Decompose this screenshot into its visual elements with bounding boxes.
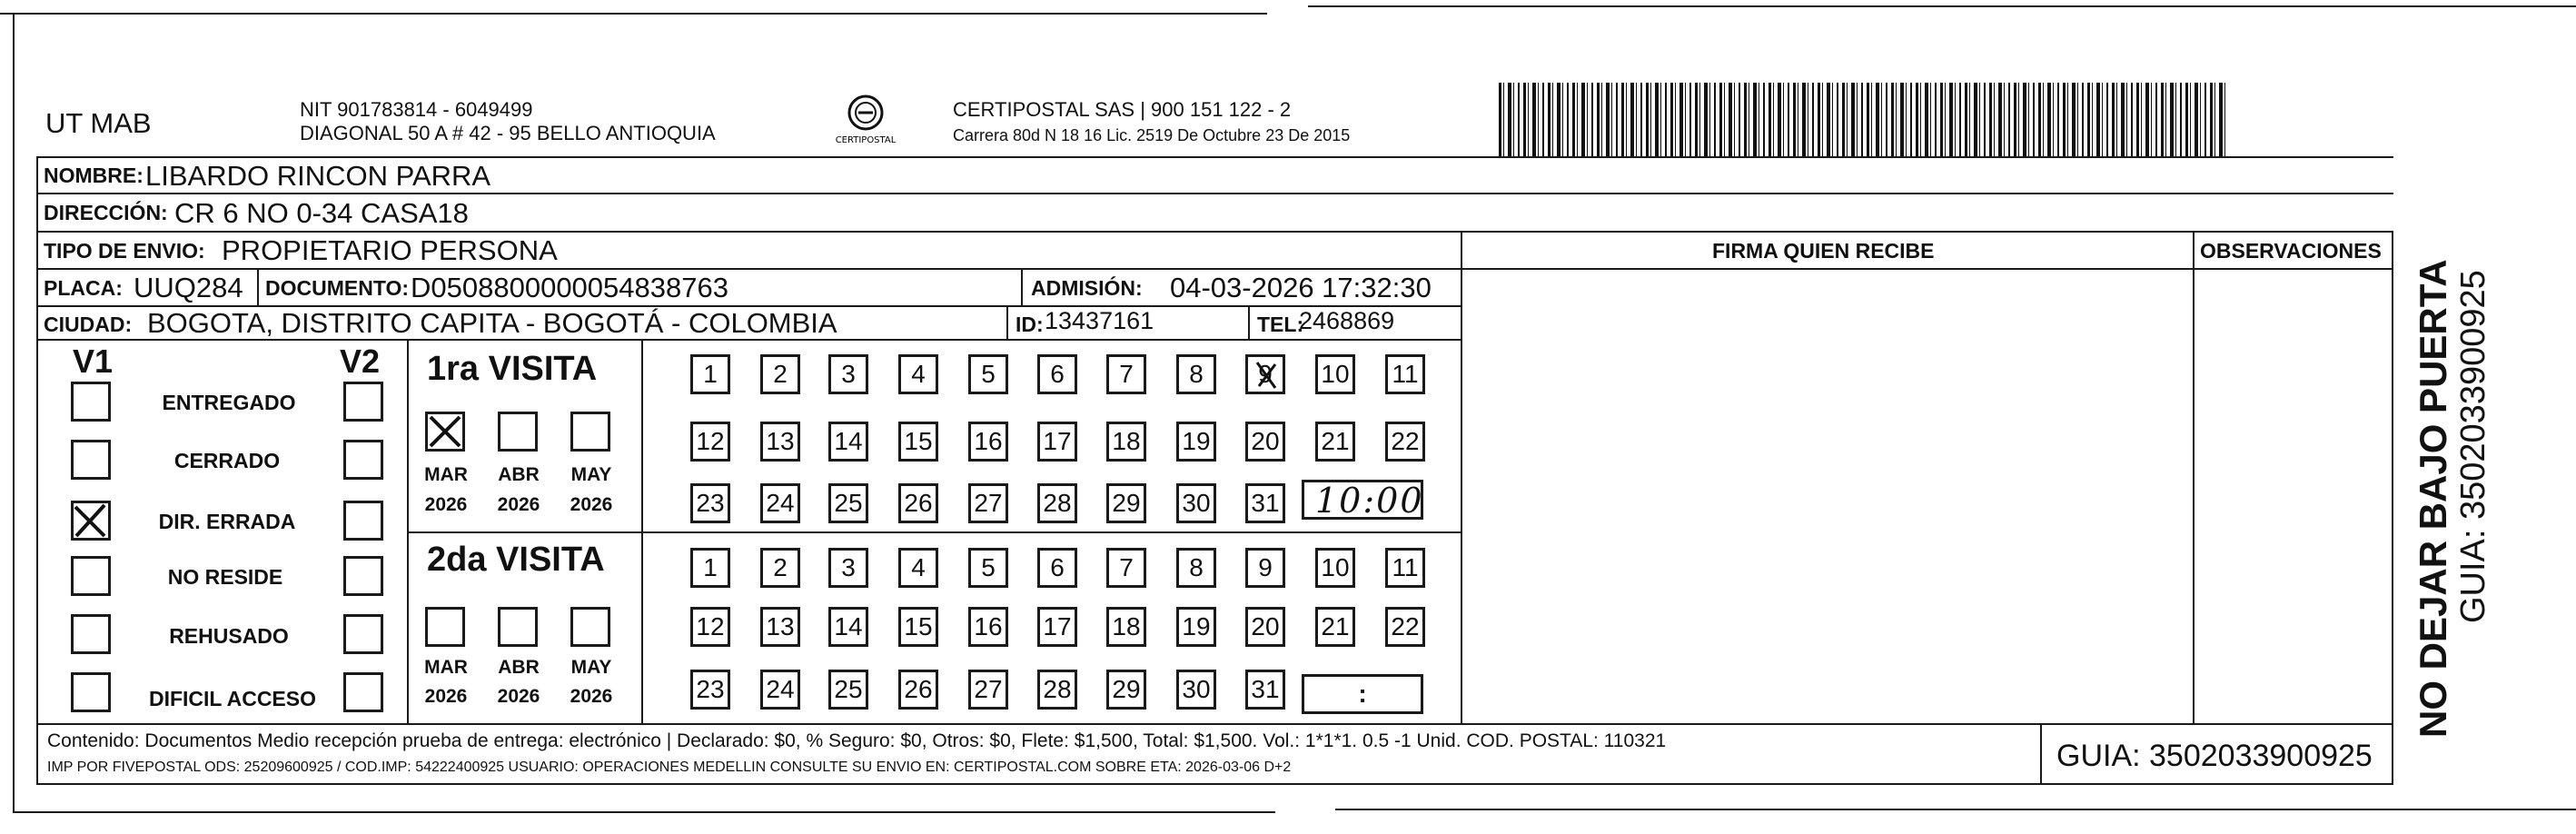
- second-visit-day-label: 18: [1112, 612, 1141, 640]
- observaciones-header: OBSERVACIONES: [2200, 239, 2382, 263]
- tel-label: TEL:: [1257, 313, 1304, 336]
- first-visit-day-label: 25: [834, 489, 863, 517]
- second-visit-day-label: 26: [904, 675, 933, 703]
- first-visit-day-13[interactable]: [760, 422, 800, 462]
- second-visit-day-label: 16: [974, 612, 1003, 640]
- second-year-label: 2026: [570, 686, 613, 707]
- second-visit-time-box[interactable]: [1302, 674, 1423, 714]
- main-bottom: [36, 783, 2393, 785]
- second-visit-day-label: 5: [981, 553, 996, 581]
- second-visit-day-label: 14: [834, 612, 863, 640]
- no-dejar-bajo-puerta: NO DEJAR BAJO PUERTA: [2412, 259, 2454, 738]
- ciudad-value: BOGOTA, DISTRITO CAPITA - BOGOTÁ - COLOMBIA: [147, 307, 837, 339]
- option-rehusado: REHUSADO: [169, 624, 289, 648]
- first-visit-time-box[interactable]: [1302, 480, 1423, 520]
- first-month-label: MAY: [570, 464, 612, 485]
- first-visit-day-label: 17: [1043, 427, 1072, 455]
- first-visit-day-label: 4: [911, 360, 926, 388]
- second-visit-day-19[interactable]: [1176, 607, 1216, 647]
- id-label: ID:: [1016, 313, 1044, 336]
- first-visit-month-may[interactable]: [570, 412, 610, 452]
- cell-divider: [1021, 269, 1023, 305]
- second-visit-day-6[interactable]: [1037, 548, 1077, 588]
- placa-label: PLACA:: [44, 276, 123, 300]
- documento-value: D0508800000054838763: [411, 272, 728, 303]
- option-dir-errada: DIR. ERRADA: [158, 510, 296, 533]
- top-border-left: [0, 13, 1267, 15]
- ciudad-label: CIUDAD:: [44, 313, 133, 336]
- first-visit-day-11[interactable]: [1385, 354, 1425, 394]
- first-visit-day-label: 21: [1321, 427, 1350, 455]
- second-visit-day-label: 23: [696, 675, 725, 703]
- second-visit-day-10[interactable]: [1315, 548, 1355, 588]
- tipo-envio-label: TIPO DE ENVIO:: [44, 239, 205, 263]
- nombre-value: LIBARDO RINCON PARRA: [145, 160, 491, 192]
- second-visit-day-4[interactable]: [898, 548, 938, 588]
- cell-divider: [1006, 306, 1008, 340]
- first-visit-day-label: 23: [696, 489, 725, 517]
- certipostal-logo: [834, 91, 897, 147]
- option-cerrado: CERRADO: [173, 449, 281, 472]
- first-visit-day-27[interactable]: [968, 483, 1008, 523]
- first-visit-day-label: 14: [834, 427, 863, 455]
- first-visit-month-mar[interactable]: [425, 412, 465, 452]
- second-visit-day-label: 6: [1050, 553, 1065, 581]
- second-visit-day-label: 7: [1119, 553, 1134, 581]
- first-visit-day-25[interactable]: [828, 483, 868, 523]
- first-visit-day-label: 9: [1258, 360, 1273, 388]
- second-visit-day-label: 25: [834, 675, 863, 703]
- first-visit-time: 10:00: [1315, 481, 1424, 521]
- tel-value: 2468869: [1299, 307, 1395, 334]
- first-visit-day-2[interactable]: [760, 354, 800, 394]
- second-visit-day-25[interactable]: [828, 670, 868, 710]
- first-visit-day-28[interactable]: [1037, 483, 1077, 523]
- cell-divider: [1248, 306, 1250, 340]
- admision-label: ADMISIÓN:: [1031, 276, 1143, 300]
- v2-check-dir-errada[interactable]: [343, 501, 383, 541]
- second-visit-day-28[interactable]: [1037, 670, 1077, 710]
- visit-separator: [407, 531, 1462, 533]
- v2-check-rehusado[interactable]: [343, 614, 383, 654]
- first-year-label: 2026: [424, 494, 468, 515]
- second-visit-day-21[interactable]: [1315, 607, 1355, 647]
- first-visit-day-label: 5: [981, 360, 996, 388]
- first-visit-day-label: 31: [1251, 489, 1280, 517]
- first-visit-day-14[interactable]: [828, 422, 868, 462]
- second-visit-day-14[interactable]: [828, 607, 868, 647]
- sender-address: DIAGONAL 50 A # 42 - 95 BELLO ANTIOQUIA: [300, 122, 716, 144]
- checked-x-icon: [428, 414, 462, 449]
- second-visit-day-12[interactable]: [690, 607, 730, 647]
- second-visit-day-15[interactable]: [898, 607, 938, 647]
- option-dificil-acceso: DIFICIL ACCESO: [148, 687, 317, 710]
- first-visit-day-label: 13: [766, 427, 795, 455]
- second-visit-day-label: 11: [1392, 553, 1419, 581]
- left-border: [13, 13, 15, 812]
- tipo-envio-value: PROPIETARIO PERSONA: [222, 234, 558, 266]
- option-no-reside: NO RESIDE: [167, 565, 283, 589]
- first-visit-day-3[interactable]: [828, 354, 868, 394]
- second-visit-day-23[interactable]: [690, 670, 730, 710]
- cell-divider: [257, 269, 259, 305]
- second-visit-time: :: [1358, 680, 1367, 708]
- first-visit-day-22[interactable]: [1385, 422, 1425, 462]
- first-visit-day-label: 19: [1182, 427, 1211, 455]
- documento-label: DOCUMENTO:: [265, 276, 410, 300]
- first-year-label: 2026: [570, 494, 613, 515]
- v2-check-dificil-acceso[interactable]: [343, 672, 383, 712]
- first-visit-day-21[interactable]: [1315, 422, 1355, 462]
- second-visit-day-label: 27: [974, 675, 1003, 703]
- second-visit-day-label: 19: [1182, 612, 1211, 640]
- second-visit-day-20[interactable]: [1245, 607, 1285, 647]
- firma-header: FIRMA QUIEN RECIBE: [1712, 239, 1935, 263]
- second-visit-day-label: 9: [1258, 553, 1273, 581]
- first-visit-day-26[interactable]: [898, 483, 938, 523]
- print-info-line: IMP POR FIVEPOSTAL ODS: 25209600925 / COD.IMP: 54222400925 USUARIO: OPERACIONES MEDELLIN CONSULTE SU ENVIO EN: CERTIPOSTAL.COM SOBRE ETA: 2026-03-06 D+2: [47, 760, 1292, 775]
- first-visit-day-18[interactable]: [1106, 422, 1146, 462]
- v2-header: V2: [340, 343, 381, 380]
- second-visit-day-2[interactable]: [760, 548, 800, 588]
- bottom-border-left: [13, 811, 1275, 813]
- first-visit-day-4[interactable]: [898, 354, 938, 394]
- first-visit-day-label: 3: [841, 360, 856, 388]
- first-visit-day-label: 12: [696, 427, 725, 455]
- first-visit-day-label: 7: [1119, 360, 1134, 388]
- second-visit-day-17[interactable]: [1037, 607, 1077, 647]
- second-visit-month-abr[interactable]: [498, 607, 538, 647]
- second-visit-day-label: 8: [1189, 553, 1204, 581]
- second-visit-title: 2da VISITA: [427, 541, 605, 579]
- second-visit-day-label: 12: [696, 612, 725, 640]
- second-visit-day-label: 1: [703, 553, 718, 581]
- second-visit-day-9[interactable]: [1245, 548, 1285, 588]
- main-left: [36, 156, 38, 783]
- first-visit-day-label: 22: [1391, 427, 1420, 455]
- first-visit-day-1[interactable]: [690, 354, 730, 394]
- first-visit-day-30[interactable]: [1176, 483, 1216, 523]
- footer-guia: GUIA: 3502033900925: [2056, 739, 2373, 773]
- first-visit-day-label: 6: [1050, 360, 1065, 388]
- v1-check-rehusado[interactable]: [71, 614, 111, 654]
- v1-check-dir-errada[interactable]: [71, 501, 111, 541]
- first-visit-day-9[interactable]: [1245, 354, 1285, 394]
- second-visit-day-label: 29: [1112, 675, 1141, 703]
- second-visit-day-label: 20: [1251, 612, 1280, 640]
- row-line: [36, 193, 2393, 194]
- second-visit-day-27[interactable]: [968, 670, 1008, 710]
- main-right: [2392, 232, 2393, 784]
- first-visit-day-label: 11: [1392, 360, 1419, 388]
- day-mark-icon: [1248, 357, 1283, 392]
- v1-check-dificil-acceso[interactable]: [71, 672, 111, 712]
- second-visit-day-label: 28: [1043, 675, 1072, 703]
- row-line: [36, 268, 2393, 270]
- second-visit-day-5[interactable]: [968, 548, 1008, 588]
- v1-check-no-reside[interactable]: [71, 556, 111, 596]
- first-visit-month-abr[interactable]: [498, 412, 538, 452]
- first-visit-day-31[interactable]: [1245, 483, 1285, 523]
- first-visit-day-label: 10: [1321, 360, 1350, 388]
- second-visit-day-22[interactable]: [1385, 607, 1425, 647]
- first-visit-day-12[interactable]: [690, 422, 730, 462]
- second-visit-day-label: 13: [766, 612, 795, 640]
- first-visit-day-16[interactable]: [968, 422, 1008, 462]
- first-visit-day-20[interactable]: [1245, 422, 1285, 462]
- second-visit-month-mar[interactable]: [425, 607, 465, 647]
- second-visit-day-7[interactable]: [1106, 548, 1146, 588]
- nombre-label: NOMBRE:: [44, 164, 144, 187]
- direccion-label: DIRECCIÓN:: [44, 201, 168, 224]
- firma-left: [1461, 231, 1462, 724]
- first-visit-day-8[interactable]: [1176, 354, 1216, 394]
- first-visit-day-6[interactable]: [1037, 354, 1077, 394]
- second-visit-day-11[interactable]: [1385, 548, 1425, 588]
- first-visit-day-24[interactable]: [760, 483, 800, 523]
- first-visit-day-7[interactable]: [1106, 354, 1146, 394]
- first-visit-day-label: 27: [974, 489, 1003, 517]
- option-entregado: ENTREGADO: [162, 391, 296, 414]
- first-visit-day-17[interactable]: [1037, 422, 1077, 462]
- second-visit-day-label: 31: [1251, 675, 1280, 703]
- second-visit-day-label: 17: [1043, 612, 1072, 640]
- first-visit-day-label: 15: [904, 427, 933, 455]
- v2-check-no-reside[interactable]: [343, 556, 383, 596]
- second-visit-day-label: 3: [841, 553, 856, 581]
- second-visit-day-label: 2: [773, 553, 788, 581]
- second-visit-month-may[interactable]: [570, 607, 610, 647]
- second-year-label: 2026: [424, 686, 468, 707]
- second-visit-day-8[interactable]: [1176, 548, 1216, 588]
- first-visit-day-label: 20: [1251, 427, 1280, 455]
- second-visit-day-1[interactable]: [690, 548, 730, 588]
- second-visit-day-label: 22: [1391, 612, 1420, 640]
- footer-divider: [2040, 723, 2042, 783]
- direccion-value: CR 6 NO 0-34 CASA18: [174, 197, 469, 229]
- first-visit-title: 1ra VISITA: [427, 350, 598, 388]
- first-visit-day-23[interactable]: [690, 483, 730, 523]
- second-visit-day-3[interactable]: [828, 548, 868, 588]
- first-visit-day-19[interactable]: [1176, 422, 1216, 462]
- checked-x-icon: [74, 503, 108, 538]
- svg-text:CERTIPOSTAL: CERTIPOSTAL: [835, 135, 897, 145]
- side-guia: GUIA: 3502033900925: [2454, 270, 2492, 623]
- v2-check-entregado[interactable]: [343, 382, 383, 422]
- first-visit-day-label: 1: [703, 360, 718, 388]
- first-visit-day-label: 28: [1043, 489, 1072, 517]
- second-month-label: ABR: [498, 657, 540, 678]
- second-visit-day-18[interactable]: [1106, 607, 1146, 647]
- first-visit-day-15[interactable]: [898, 422, 938, 462]
- v1-check-entregado[interactable]: [71, 382, 111, 422]
- second-visit-day-label: 21: [1321, 612, 1350, 640]
- contents-line: Contenido: Documentos Medio recepción prueba de entrega: electrónico | Declarado: $0, % Seguro: $0, Otros: $0, Flete: $1,500, Total: $1,500. Vol.: 1*1*1. 0.5 -1 Unid. COD. POSTAL: 110321: [47, 730, 1667, 751]
- second-visit-day-24[interactable]: [760, 670, 800, 710]
- second-visit-day-26[interactable]: [898, 670, 938, 710]
- second-visit-day-29[interactable]: [1106, 670, 1146, 710]
- v1-check-cerrado[interactable]: [71, 440, 111, 480]
- second-visit-day-label: 4: [911, 553, 926, 581]
- nit-text: NIT 901783814 - 6049499: [300, 98, 533, 121]
- first-visit-day-label: 29: [1112, 489, 1141, 517]
- first-visit-day-label: 16: [974, 427, 1003, 455]
- second-month-label: MAY: [570, 657, 612, 678]
- first-visit-day-label: 8: [1189, 360, 1204, 388]
- id-value: 13437161: [1045, 307, 1154, 334]
- first-visit-day-5[interactable]: [968, 354, 1008, 394]
- second-visit-day-label: 24: [766, 675, 795, 703]
- company-name: CERTIPOSTAL SAS | 900 151 122 - 2: [953, 98, 1292, 121]
- second-visit-day-16[interactable]: [968, 607, 1008, 647]
- company-address: Carrera 80d N 18 16 Lic. 2519 De Octubre 23 De 2015: [953, 126, 1351, 144]
- second-visit-day-label: 15: [904, 612, 933, 640]
- bottom-border-right: [1335, 809, 2576, 810]
- v2-check-cerrado[interactable]: [343, 440, 383, 480]
- second-visit-day-13[interactable]: [760, 607, 800, 647]
- second-month-label: MAR: [424, 657, 468, 678]
- placa-value: UUQ284: [134, 272, 243, 303]
- second-visit-day-label: 30: [1182, 675, 1211, 703]
- first-month-label: MAR: [424, 464, 468, 485]
- first-year-label: 2026: [497, 494, 540, 515]
- barcode: [1499, 83, 2225, 157]
- first-visit-day-29[interactable]: [1106, 483, 1146, 523]
- first-visit-day-label: 30: [1182, 489, 1211, 517]
- main-top: [36, 156, 2393, 158]
- top-border-right: [1308, 5, 2576, 7]
- second-visit-day-31[interactable]: [1245, 670, 1285, 710]
- first-visit-day-label: 24: [766, 489, 795, 517]
- first-visit-day-label: 26: [904, 489, 933, 517]
- row-line: [36, 231, 2393, 233]
- ut-label: UT MAB: [45, 107, 152, 139]
- admision-value: 04-03-2026 17:32:30: [1170, 272, 1432, 303]
- first-visit-day-label: 2: [773, 360, 788, 388]
- second-year-label: 2026: [497, 686, 540, 707]
- obs-left: [2193, 231, 2195, 724]
- v1-header: V1: [73, 343, 114, 380]
- first-month-label: ABR: [498, 464, 540, 485]
- second-visit-day-label: 10: [1321, 553, 1350, 581]
- first-visit-day-label: 18: [1112, 427, 1141, 455]
- first-visit-day-10[interactable]: [1315, 354, 1355, 394]
- second-visit-day-30[interactable]: [1176, 670, 1216, 710]
